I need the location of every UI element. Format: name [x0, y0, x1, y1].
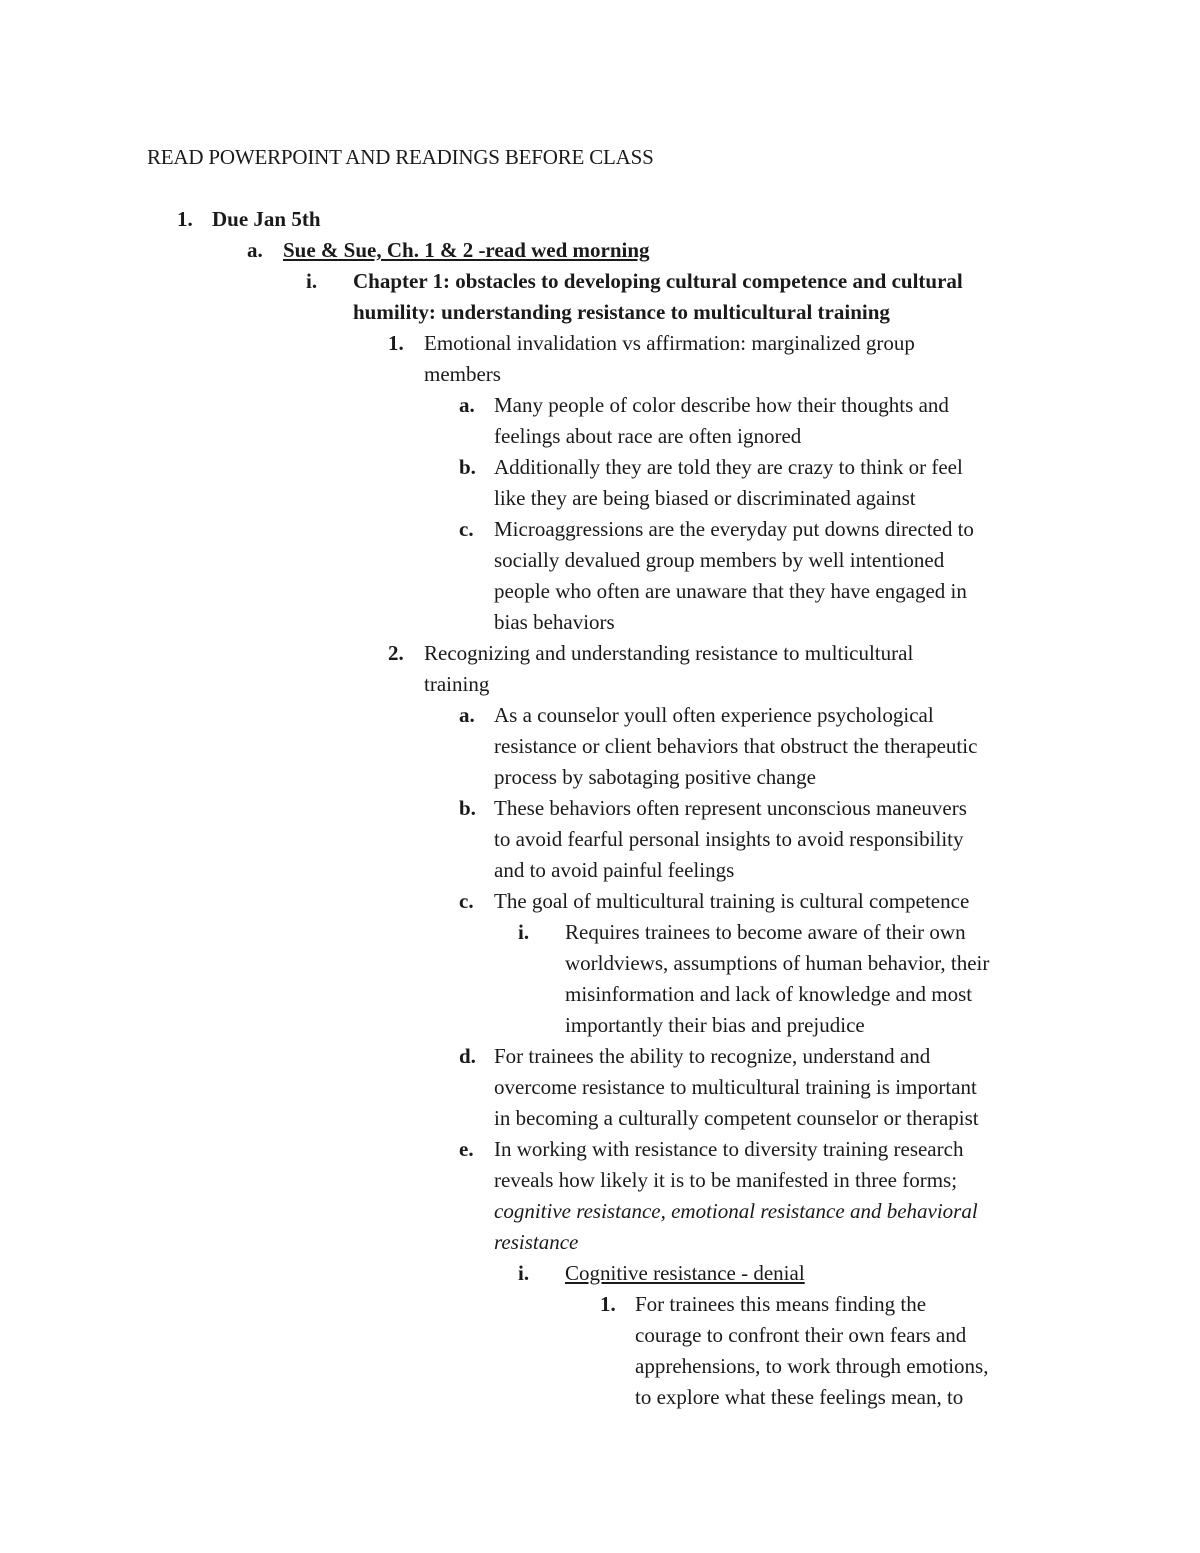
list-item-text: feelings about race are often ignored	[494, 424, 802, 448]
list-marker: 1.	[600, 1292, 616, 1316]
list-item-text: In working with resistance to diversity training research	[494, 1137, 964, 1161]
list-item-text: These behaviors often represent unconscious maneuvers	[494, 796, 967, 820]
list-item-text: people who often are unaware that they have engaged in	[494, 579, 967, 603]
chapter-title-line: Chapter 1: obstacles to developing cultural competence and cultural	[353, 269, 963, 293]
list-item-text: resistance or client behaviors that obstruct the therapeutic	[494, 734, 978, 758]
subheading-cognitive-resistance: Cognitive resistance - denial	[565, 1261, 805, 1285]
list-item-text: socially devalued group members by well intentioned	[494, 548, 945, 572]
list-item-text: training	[424, 672, 490, 696]
list-item-text: apprehensions, to work through emotions,	[635, 1354, 989, 1378]
list-item-text: misinformation and lack of knowledge and most	[565, 982, 973, 1006]
list-item-text: Recognizing and understanding resistance to multicultural	[424, 641, 914, 665]
list-item-text: Emotional invalidation vs affirmation: marginalized group	[424, 331, 915, 355]
list-item-text: like they are being biased or discriminated against	[494, 486, 916, 510]
list-item-text: to avoid fearful personal insights to avoid responsibility	[494, 827, 964, 851]
list-item-text: process by sabotaging positive change	[494, 765, 816, 789]
list-item-text: Microaggressions are the everyday put downs directed to	[494, 517, 974, 541]
list-item-text: overcome resistance to multicultural training is important	[494, 1075, 977, 1099]
list-marker: d.	[459, 1044, 476, 1068]
list-item-text: in becoming a culturally competent counselor or therapist	[494, 1106, 979, 1130]
list-marker: a.	[459, 393, 475, 417]
list-marker: c.	[459, 889, 474, 913]
list-item-text: worldviews, assumptions of human behavior, their	[565, 951, 990, 975]
list-item-text: Additionally they are told they are crazy to think or feel	[494, 455, 963, 479]
list-item-text: and to avoid painful feelings	[494, 858, 735, 882]
list-item-text: importantly their bias and prejudice	[565, 1013, 865, 1037]
list-item-text: The goal of multicultural training is cultural competence	[494, 889, 970, 913]
list-item-text: For trainees the ability to recognize, understand and	[494, 1044, 931, 1068]
list-marker: 2.	[388, 641, 404, 665]
document-heading: READ POWERPOINT AND READINGS BEFORE CLASS	[147, 145, 654, 169]
list-marker: c.	[459, 517, 474, 541]
list-marker: a.	[247, 238, 263, 262]
chapter-title-line: humility: understanding resistance to multicultural training	[353, 300, 890, 324]
list-marker: i.	[306, 269, 318, 293]
list-marker: b.	[459, 455, 476, 479]
list-item-reading: Sue & Sue, Ch. 1 & 2 -read wed morning	[283, 238, 650, 262]
list-item-text: As a counselor youll often experience psychological	[494, 703, 934, 727]
list-marker: i.	[518, 920, 530, 944]
list-item-text-italic: resistance	[494, 1230, 579, 1254]
list-item-text: bias behaviors	[494, 610, 615, 634]
list-marker: i.	[518, 1261, 530, 1285]
list-item-text: to explore what these feelings mean, to	[635, 1385, 964, 1409]
list-marker: e.	[459, 1137, 474, 1161]
list-item-text: For trainees this means finding the	[635, 1292, 927, 1316]
list-item-text-italic: cognitive resistance, emotional resistance and behavioral	[494, 1199, 978, 1223]
list-marker: a.	[459, 703, 475, 727]
list-item-text: Many people of color describe how their thoughts and	[494, 393, 949, 417]
list-item-text: reveals how likely it is to be manifested in three forms;	[494, 1168, 958, 1192]
list-item-text: Requires trainees to become aware of their own	[565, 920, 966, 944]
list-item-text: members	[424, 362, 501, 386]
list-marker: 1.	[388, 331, 404, 355]
list-item-text: courage to confront their own fears and	[635, 1323, 967, 1347]
list-marker: b.	[459, 796, 476, 820]
list-item-due-date: Due Jan 5th	[212, 207, 321, 231]
list-marker: 1.	[177, 207, 193, 231]
